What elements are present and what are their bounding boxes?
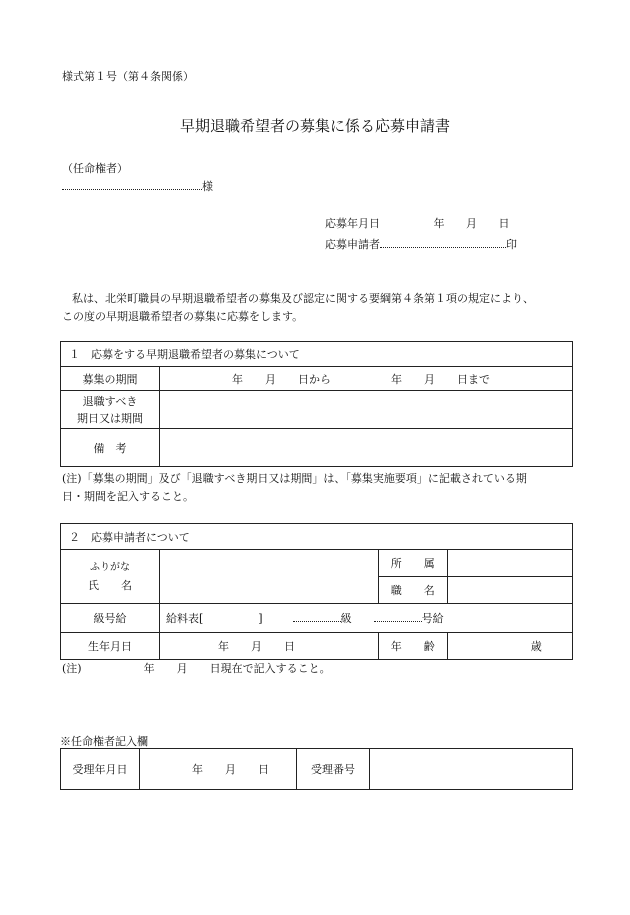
receipt-number-label: 受理番号	[297, 749, 370, 790]
salary-table-field: 給料表[ ]	[166, 612, 263, 625]
period-from: 年 月 日から	[232, 372, 331, 386]
honorific: 様	[202, 180, 213, 193]
receipt-number-cell[interactable]	[370, 749, 573, 790]
retire-label-line1: 退職すべき	[82, 394, 138, 408]
note2-prefix: (注)	[62, 662, 82, 675]
remarks-cell[interactable]	[160, 429, 573, 467]
body-line-2: この度の早期退職希望者の募集に応募をします。	[62, 310, 304, 323]
form-number: 様式第１号（第４条関係）	[62, 70, 194, 83]
grade-label: 級号給	[61, 604, 160, 633]
note1-line1: (注)「募集の期間」及び「退職すべき期日又は期間」は、「募集実施要項」に記載されている期	[62, 472, 527, 485]
note1-line2: 日・期間を記入すること。	[62, 490, 194, 503]
date-day: 日	[498, 217, 510, 230]
position-label: 職 名	[378, 577, 447, 604]
name-label	[61, 550, 160, 604]
section1-table	[60, 341, 573, 467]
dob-cell[interactable]	[160, 633, 379, 660]
applicant-name-field[interactable]	[380, 235, 506, 248]
note2-text: 年 月 日現在で記入すること。	[143, 662, 331, 675]
age-cell[interactable]	[447, 633, 572, 660]
name-text: 氏 名	[88, 578, 132, 592]
grade-cell[interactable]	[160, 604, 573, 633]
step-unit: 号給	[421, 612, 444, 625]
age-unit: 歳	[530, 640, 542, 653]
appointer-line	[62, 177, 213, 194]
grade-unit: 級	[340, 612, 352, 625]
affiliation-label: 所 属	[378, 550, 447, 577]
date-year: 年	[433, 217, 445, 230]
retire-label	[61, 391, 160, 429]
receipt-table	[60, 748, 573, 790]
body-line-1: 私は、北栄町職員の早期退職希望者の募集及び認定に関する要綱第４条第１項の規定により、	[72, 292, 534, 305]
position-cell[interactable]	[447, 577, 572, 604]
name-cell[interactable]	[160, 550, 379, 604]
date-month: 月	[466, 217, 477, 230]
applicant-row	[325, 235, 517, 252]
seal-mark: 印	[506, 238, 517, 251]
appointer-section-title: ※任命権者記入欄	[60, 735, 148, 748]
receipt-date-cell[interactable]	[140, 749, 297, 790]
application-date-row	[325, 215, 510, 231]
grade-field[interactable]	[293, 611, 341, 622]
application-date-label: 応募年月日	[325, 217, 380, 230]
appointer-name-field[interactable]	[62, 177, 202, 190]
remarks-label: 備 考	[61, 429, 160, 467]
dob-value: 年 月 日	[218, 640, 295, 653]
receipt-date-label: 受理年月日	[61, 749, 140, 790]
appointer-label: （任命権者）	[62, 162, 128, 175]
period-label: 募集の期間	[61, 367, 160, 391]
period-to: 年 月 日まで	[391, 372, 490, 386]
period-cell[interactable]	[160, 367, 573, 391]
note2	[62, 660, 331, 676]
step-field[interactable]	[374, 611, 422, 622]
applicant-label: 応募申請者	[325, 238, 380, 251]
retire-label-line2: 期日又は期間	[77, 411, 143, 425]
furigana-label: ふりがな	[90, 561, 130, 573]
section2-table	[60, 523, 573, 660]
section2-header: ２ 応募申請者について	[61, 524, 573, 550]
dob-label: 生年月日	[61, 633, 160, 660]
affiliation-cell[interactable]	[447, 550, 572, 577]
document-title: 早期退職希望者の募集に係る応募申請書	[179, 117, 450, 135]
retire-cell[interactable]	[160, 391, 573, 429]
age-label: 年 齢	[378, 633, 447, 660]
receipt-date-value: 年 月 日	[192, 763, 269, 776]
section1-header: １ 応募をする早期退職希望者の募集について	[61, 342, 573, 367]
